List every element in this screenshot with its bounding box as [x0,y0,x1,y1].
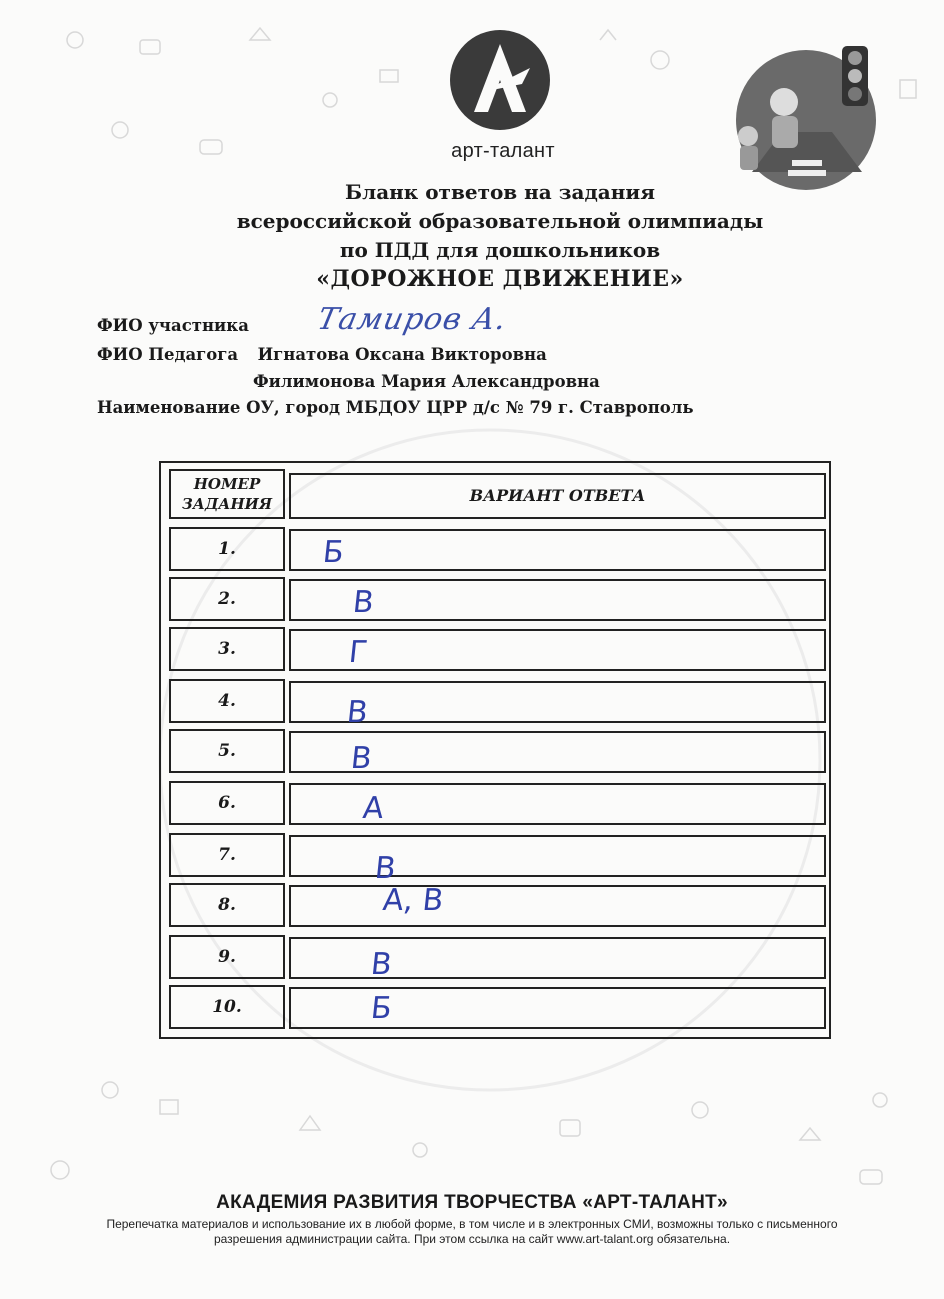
handwritten-answer: В [345,695,370,730]
task-number: 10. [169,985,285,1029]
traffic-crossing-illustration [722,42,890,192]
footer-copyright-note [60,1217,884,1247]
answer-cell [289,529,826,571]
handwritten-answer: А [361,791,386,826]
table-header [161,463,829,523]
olympiad-name: «ДОРОЖНОЕ ДВИЖЕНИЕ» [316,266,684,292]
participant-label: ФИО участника [97,316,249,335]
table-row [161,623,829,673]
footer-note-line2: разрешения администрации сайта. При этом ссылка на сайт www.art-talant.org обязательна. [213,1232,731,1246]
task-number: 1. [169,527,285,571]
task-number: 6. [169,781,285,825]
answer-cell [289,987,826,1029]
answer-cell [289,937,826,982]
task-number: 7. [169,833,285,877]
header-number-line2: ЗАДАНИЯ [181,495,273,513]
table-row [161,523,829,573]
footer-title: АКАДЕМИЯ РАЗВИТИЯ ТВОРЧЕСТВА «АРТ-ТАЛАНТ» [216,1192,728,1213]
handwritten-answer: Б [369,991,394,1026]
answer-table [159,461,831,1039]
handwritten-answer: В [349,741,374,776]
table-row [161,675,829,730]
task-number: 9. [169,935,285,979]
task-number: 5. [169,729,285,773]
answer-cell [289,681,826,730]
teacher-name-1: Игнатова Оксана Викторовна [257,345,547,364]
handwritten-answer: Г [347,635,370,670]
footer-note-line1: Перепечатка материалов и использование их в любой форме, в том числе и в электронных СМИ, возможны только с письменного [106,1217,838,1231]
form-title [150,178,850,294]
title-line-3: по ПДД для дошкольников [339,238,661,262]
table-row [161,931,829,981]
table-row [161,573,829,623]
teacher-name-2: Филимонова Мария Александровна [253,372,600,391]
participant-handwritten-name: Тамиров А. [314,302,511,337]
answer-cell [289,885,826,927]
answer-cell [289,783,826,825]
answer-cell [289,629,826,671]
handwritten-answer: В [351,585,376,620]
brand-name: арт-талант [451,140,555,162]
handwritten-answer: Б [321,535,346,570]
task-number: 2. [169,577,285,621]
title-line-1: Бланк ответов на задания [345,180,655,204]
table-row [161,829,829,886]
answer-cell [289,731,826,776]
table-row [161,777,829,827]
teacher-line [97,345,547,364]
header-task-number [169,469,285,519]
header-number-line1: НОМЕР [193,475,261,493]
answer-cell [289,579,826,621]
task-number: 8. [169,883,285,927]
handwritten-answer: В [373,851,398,886]
header-answer-variant: ВАРИАНТ ОТВЕТА [289,473,826,519]
table-row [161,981,829,1031]
task-number: 4. [169,679,285,723]
art-talant-logo [448,28,552,132]
title-line-2: всероссийской образовательной олимпиады [236,209,764,233]
table-row [161,725,829,775]
handwritten-answer: А, В [381,883,446,918]
answer-cell [289,835,826,886]
handwritten-answer: В [369,947,394,982]
organization-line: Наименование ОУ, город МБДОУ ЦРР д/с № 79 г. Ставрополь [97,398,694,417]
task-number: 3. [169,627,285,671]
table-row [161,879,829,929]
teacher-label: ФИО Педагога [97,345,239,364]
